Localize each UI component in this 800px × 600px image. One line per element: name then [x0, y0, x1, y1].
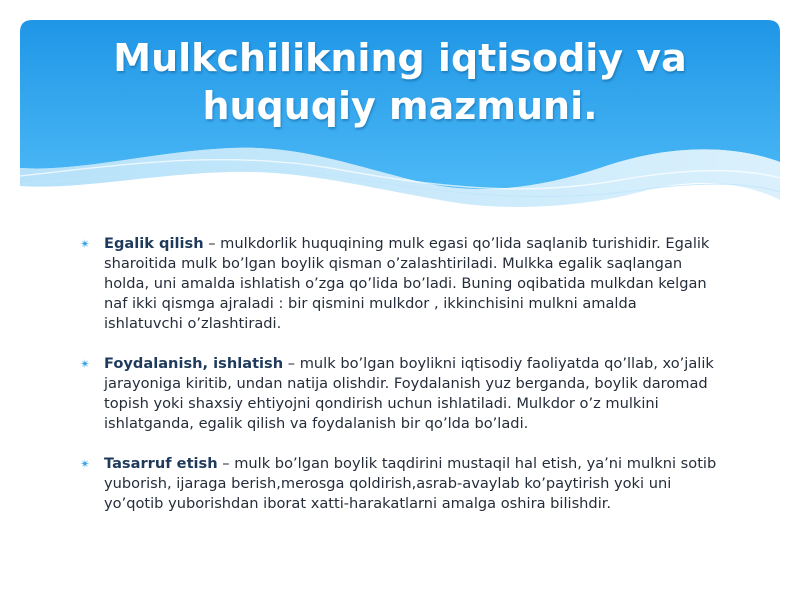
list-item — [80, 354, 720, 434]
star-bullet-icon: ✴ — [80, 237, 91, 251]
term-tasarruf-etish: Tasarruf etish — [104, 455, 218, 472]
list-item — [80, 454, 720, 514]
term-egalik-qilish: Egalik qilish — [104, 235, 204, 252]
definition-text: – mulkdorlik huquqining mulk egasi qo’lida saqlanib turishidir. Egalik sharoitida mulk bo’lgan boylik qisman o’zalashtiriladi. Mulkka egalik saqlangan holda, uni amalda ishlatish o’zga qo’lida bo’ladi. Buning oqibatida mulkdan kelgan naf ikki qismga ajraladi : bir qismini mulkdor , ikkinchisini mulkni amalda ishlatuvchi o’zlashtiradi. — [104, 235, 710, 332]
list-item — [80, 234, 720, 334]
star-bullet-icon: ✴ — [80, 357, 91, 371]
definition-text: – mulk bo’lgan boylikni iqtisodiy faoliyatda qo’llab, xo’jalik jarayoniga kiritib, undan natija olishdir. Foydalanish yuz berganda, boylik daromad topish yoki shaxsiy ehtiyojni qondirish uchun ishlatiladi. Mulkdor o’z mulkini ishlatganda, egalik qilish va foydalanish bir qo’lda bo’ladi. — [104, 355, 714, 432]
slide-title: Mulkchilikning iqtisodiy va huquqiy mazmuni. — [113, 36, 687, 128]
bullet-list — [80, 234, 720, 534]
definition-text: – mulk bo’lgan boylik taqdirini mustaqil hal etish, ya’ni mulkni sotib yuborish, ijaraga berish,merosga qoldirish,asrab-avaylab ko’paytirish yoki uni yo’qotib yuborishdan iborat xatti-harakatlarni amalga oshira bilishdir. — [104, 455, 717, 512]
term-foydalanish: Foydalanish, ishlatish — [104, 355, 284, 372]
star-bullet-icon: ✴ — [80, 457, 91, 471]
